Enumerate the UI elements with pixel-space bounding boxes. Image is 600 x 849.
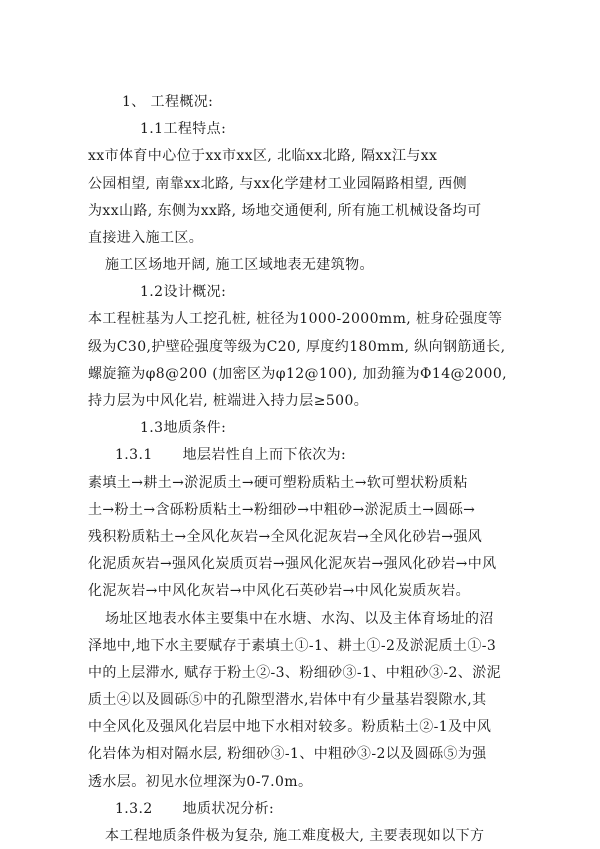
paragraph-line: 直接进入施工区。 <box>88 230 204 246</box>
subsection-heading-1-3: 1.3地质条件: <box>140 420 227 436</box>
paragraph-line: 本工程桩基为人工挖孔桩, 桩径为1000-2000mm, 桩身砼强度等 <box>88 311 503 327</box>
paragraph-line: 土→粉土→含砾粉质粘土→粉细砂→中粗砂→淤泥质土→圆砾→ <box>88 502 476 518</box>
paragraph-line: xx市体育中心位于xx市xx区, 北临xx北路, 隔xx江与xx <box>88 148 438 164</box>
paragraph-line: 螺旋箍为φ8@200 (加密区为φ12@100), 加劲箍为Φ14@2000, <box>88 366 508 382</box>
paragraph-line: 场址区地表水体主要集中在水塘、水沟、以及主体育场址的沼 <box>105 611 494 627</box>
paragraph-line: 化泥质灰岩→强风化炭质页岩→强风化泥灰岩→强风化砂岩→中风 <box>88 556 497 572</box>
paragraph-line: 持力层为中风化岩, 桩端进入持力层≥500。 <box>88 393 369 409</box>
paragraph-line: 本工程地质条件极为复杂, 施工难度极大, 主要表现如以下方 <box>105 828 485 844</box>
section-title: 地层岩性自上而下依次为: <box>182 447 347 463</box>
paragraph-line: 残积粉质粘土→全风化灰岩→全风化泥灰岩→全风化砂岩→强风 <box>88 529 483 545</box>
subsection-heading-1-2: 1.2设计概况: <box>140 284 227 300</box>
subsection-heading-1-1: 1.1工程特点: <box>140 121 227 137</box>
paragraph-line: 施工区场地开阔, 施工区域地表无建筑物。 <box>105 257 374 273</box>
paragraph-line: 级为C30,护壁砼强度等级为C20, 厚度约180mm, 纵向钢筋通长, <box>88 339 506 355</box>
paragraph-line: 化泥灰岩→中风化灰岩→中风化石英砂岩→中风化炭质灰岩。 <box>88 583 470 599</box>
paragraph-line: 素填土→耕土→淤泥质土→硬可塑粉质粘土→软可塑状粉质粘 <box>88 475 468 491</box>
section-title: 地质状况分析: <box>182 801 275 817</box>
paragraph-line: 中全风化及强风化岩层中地下水相对较多。粉质粘土②-1及中风 <box>88 719 492 735</box>
paragraph-line: 化岩体为相对隔水层, 粉细砂③-1、中粗砂③-2以及圆砾⑤为强 <box>88 746 487 762</box>
section-number: 1.3.2 <box>115 801 153 817</box>
section-number: 1.3.1 <box>115 447 153 463</box>
paragraph-line: 公园相望, 南靠xx北路, 与xx化学建材工业园隔路相望, 西侧 <box>88 176 468 192</box>
paragraph-line: 泽地中,地下水主要赋存于素填土①-1、耕土①-2及淤泥质土①-3 <box>88 638 497 654</box>
paragraph-line: 质土④以及圆砾⑤中的孔隙型潜水,岩体中有少量基岩裂隙水,其 <box>88 692 487 708</box>
paragraph-line: 透水层。初见水位埋深为0-7.0m。 <box>88 774 313 790</box>
subsubsection-heading-1-3-2 <box>115 799 274 819</box>
subsubsection-heading-1-3-1 <box>115 445 346 465</box>
section-heading-1: 1、 工程概况: <box>122 94 214 110</box>
paragraph-line: 为xx山路, 东侧为xx路, 场地交通便利, 所有施工机械设备均可 <box>88 203 482 219</box>
paragraph-line: 中的上层滞水, 赋存于粉土②-3、粉细砂③-1、中粗砂③-2、淤泥 <box>88 665 502 681</box>
